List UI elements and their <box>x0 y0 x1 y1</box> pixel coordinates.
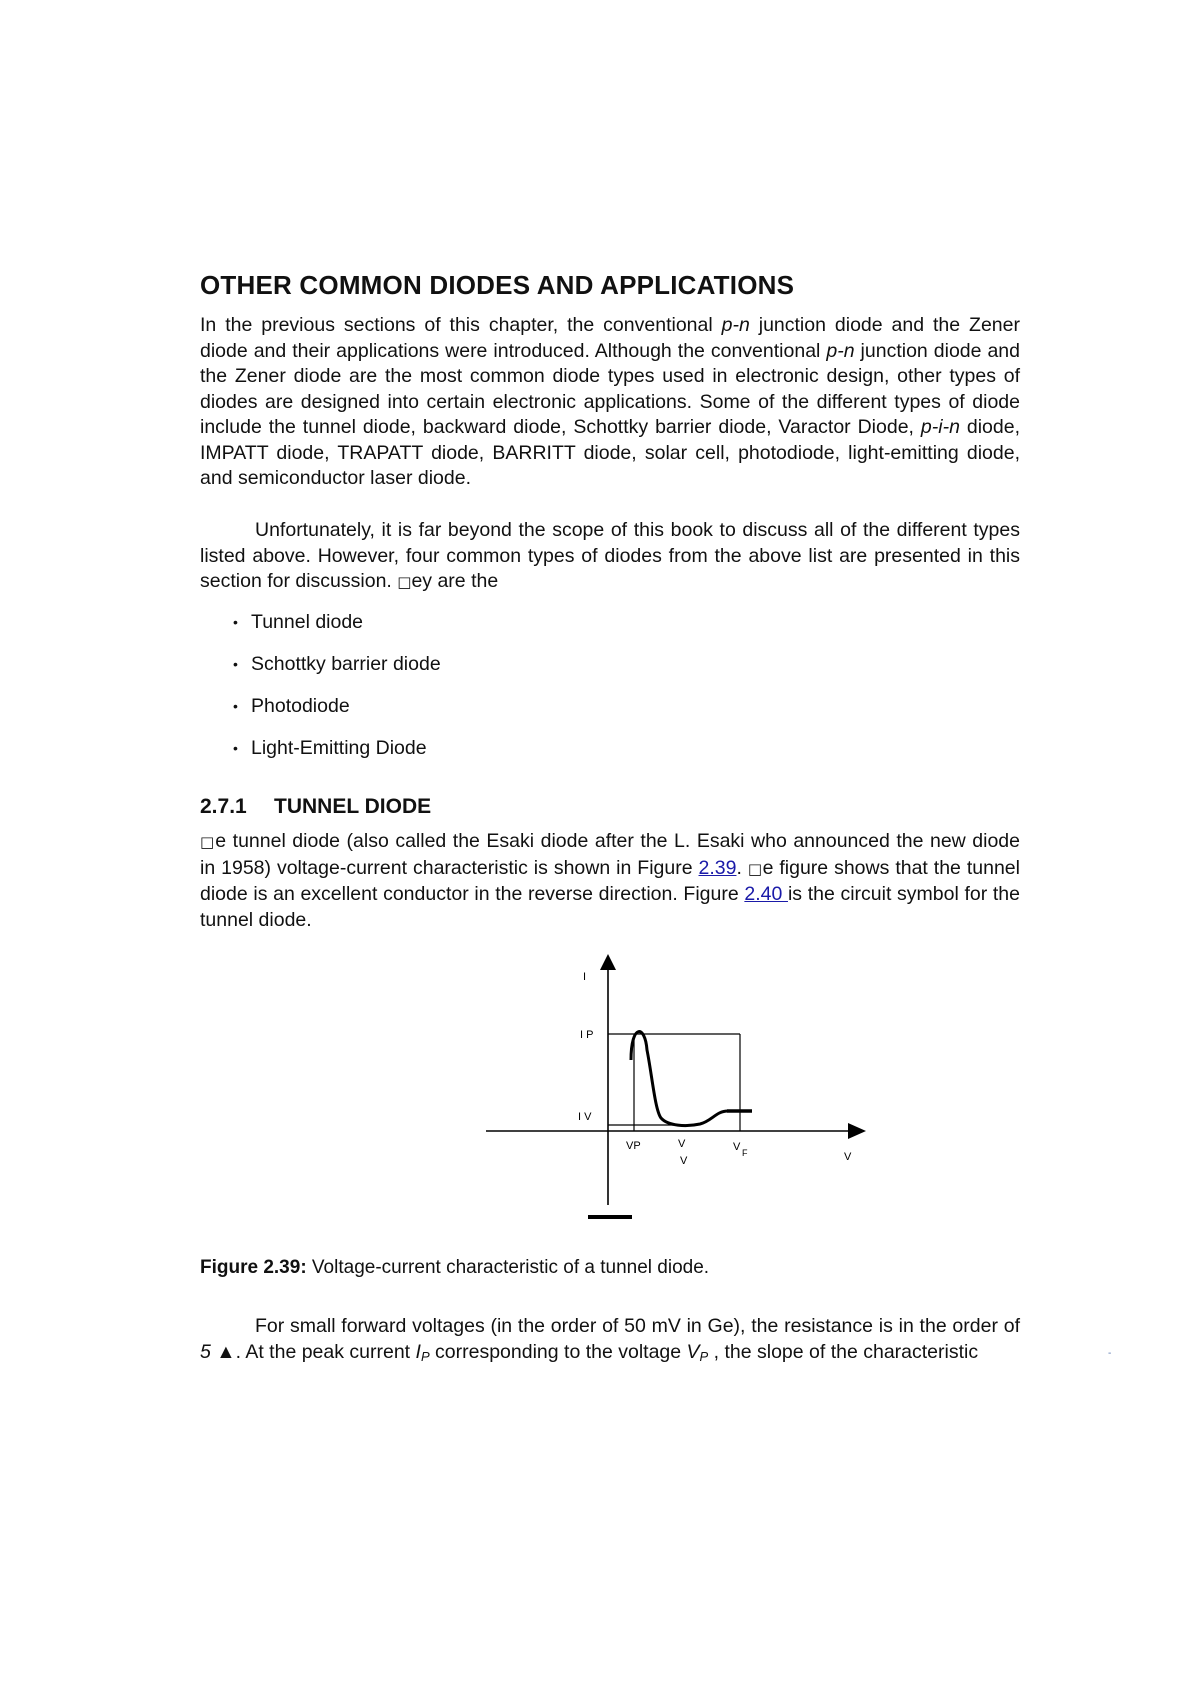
iv-characteristic-curve <box>631 1032 728 1126</box>
intro-paragraph: In the previous sections of this chapter, the conventional p-n junction diode and the Zener diode and their applications were introduced. Although the conventional p-n junction diode and the Zener diode are the most common diode types used in electronic design, other types of diodes are designed into certain electronic applications. Some of the different types of diode include the tunnel diode, backward diode, Schottky barrier diode, Varactor Diode, p-i-n diode, IMPATT diode, TRAPATT diode, BARRITT diode, solar cell, photodiode, light-emitting diode, and semiconductor laser diode. <box>200 314 1021 489</box>
axis-label-i: I <box>583 971 587 983</box>
omega-glyph: ▲ <box>210 1340 236 1363</box>
forward-voltage-paragraph: For small forward voltages (in the order of 50 mV in Ge), the resistance is in the order of 5 ▲. At the peak current $I_P$ corresponding to the voltage $V_P$ , the slope of the characteristic <box>200 1315 1020 1364</box>
page-title: OTHER COMMON DIODES AND APPLICATIONS <box>200 270 795 300</box>
voltage-axis-arrow-icon <box>848 1123 866 1139</box>
list-item: • Tunnel diode <box>233 611 364 633</box>
figure-2-40-link[interactable]: 2.40 <box>744 883 788 905</box>
tunnel-diode-paragraph: □e tunnel diode (also called the Esaki diode after the L. Esaki who announced the new diode in 1958) voltage-current characteristic is shown in Figure 2.39. □e figure shows that the tunnel diode is an excellent conductor in the reverse direction. Figure 2.40 is the circuit symbol for the tunnel diode. <box>200 830 1020 931</box>
axis-label-v: V <box>844 1151 852 1163</box>
label-vv-sub: V <box>680 1155 688 1167</box>
missing-glyph: □ <box>200 833 216 851</box>
list-item: • Photodiode <box>233 695 350 717</box>
label-iv: I V <box>578 1111 592 1123</box>
caption-label: Figure 2.39: <box>200 1257 307 1278</box>
missing-glyph: □ <box>397 573 412 591</box>
label-vp: VP <box>626 1140 641 1152</box>
list-item: • Schottky barrier diode <box>233 653 441 675</box>
scope-paragraph: Unfortunately, it is far beyond the scope of this book to discuss all of the different types listed above. However, four common types of diodes from the above list are presented in this section for discussion. □ey are the <box>200 519 1020 592</box>
margin-mark: - <box>1108 1348 1112 1359</box>
section-title: TUNNEL DIODE <box>274 795 432 818</box>
label-vf-sub: F <box>742 1148 748 1158</box>
bullet-icon: • <box>233 614 238 630</box>
current-axis-arrow-icon <box>600 954 616 970</box>
figure-2-39-link[interactable]: 2.39 <box>698 856 737 879</box>
label-vf: V <box>733 1141 741 1153</box>
figure-caption: Figure 2.39: Voltage-current characteristic of a tunnel diode. <box>200 1257 710 1278</box>
bullet-icon: • <box>233 698 238 714</box>
list-item: • Light-Emitting Diode <box>233 737 427 759</box>
label-ip: I P <box>580 1029 594 1041</box>
section-number: 2.7.1 <box>200 795 247 818</box>
missing-glyph: □ <box>747 859 763 878</box>
bullet-icon: • <box>233 740 238 756</box>
label-vv: V <box>678 1138 686 1150</box>
bullet-icon: • <box>233 656 238 672</box>
